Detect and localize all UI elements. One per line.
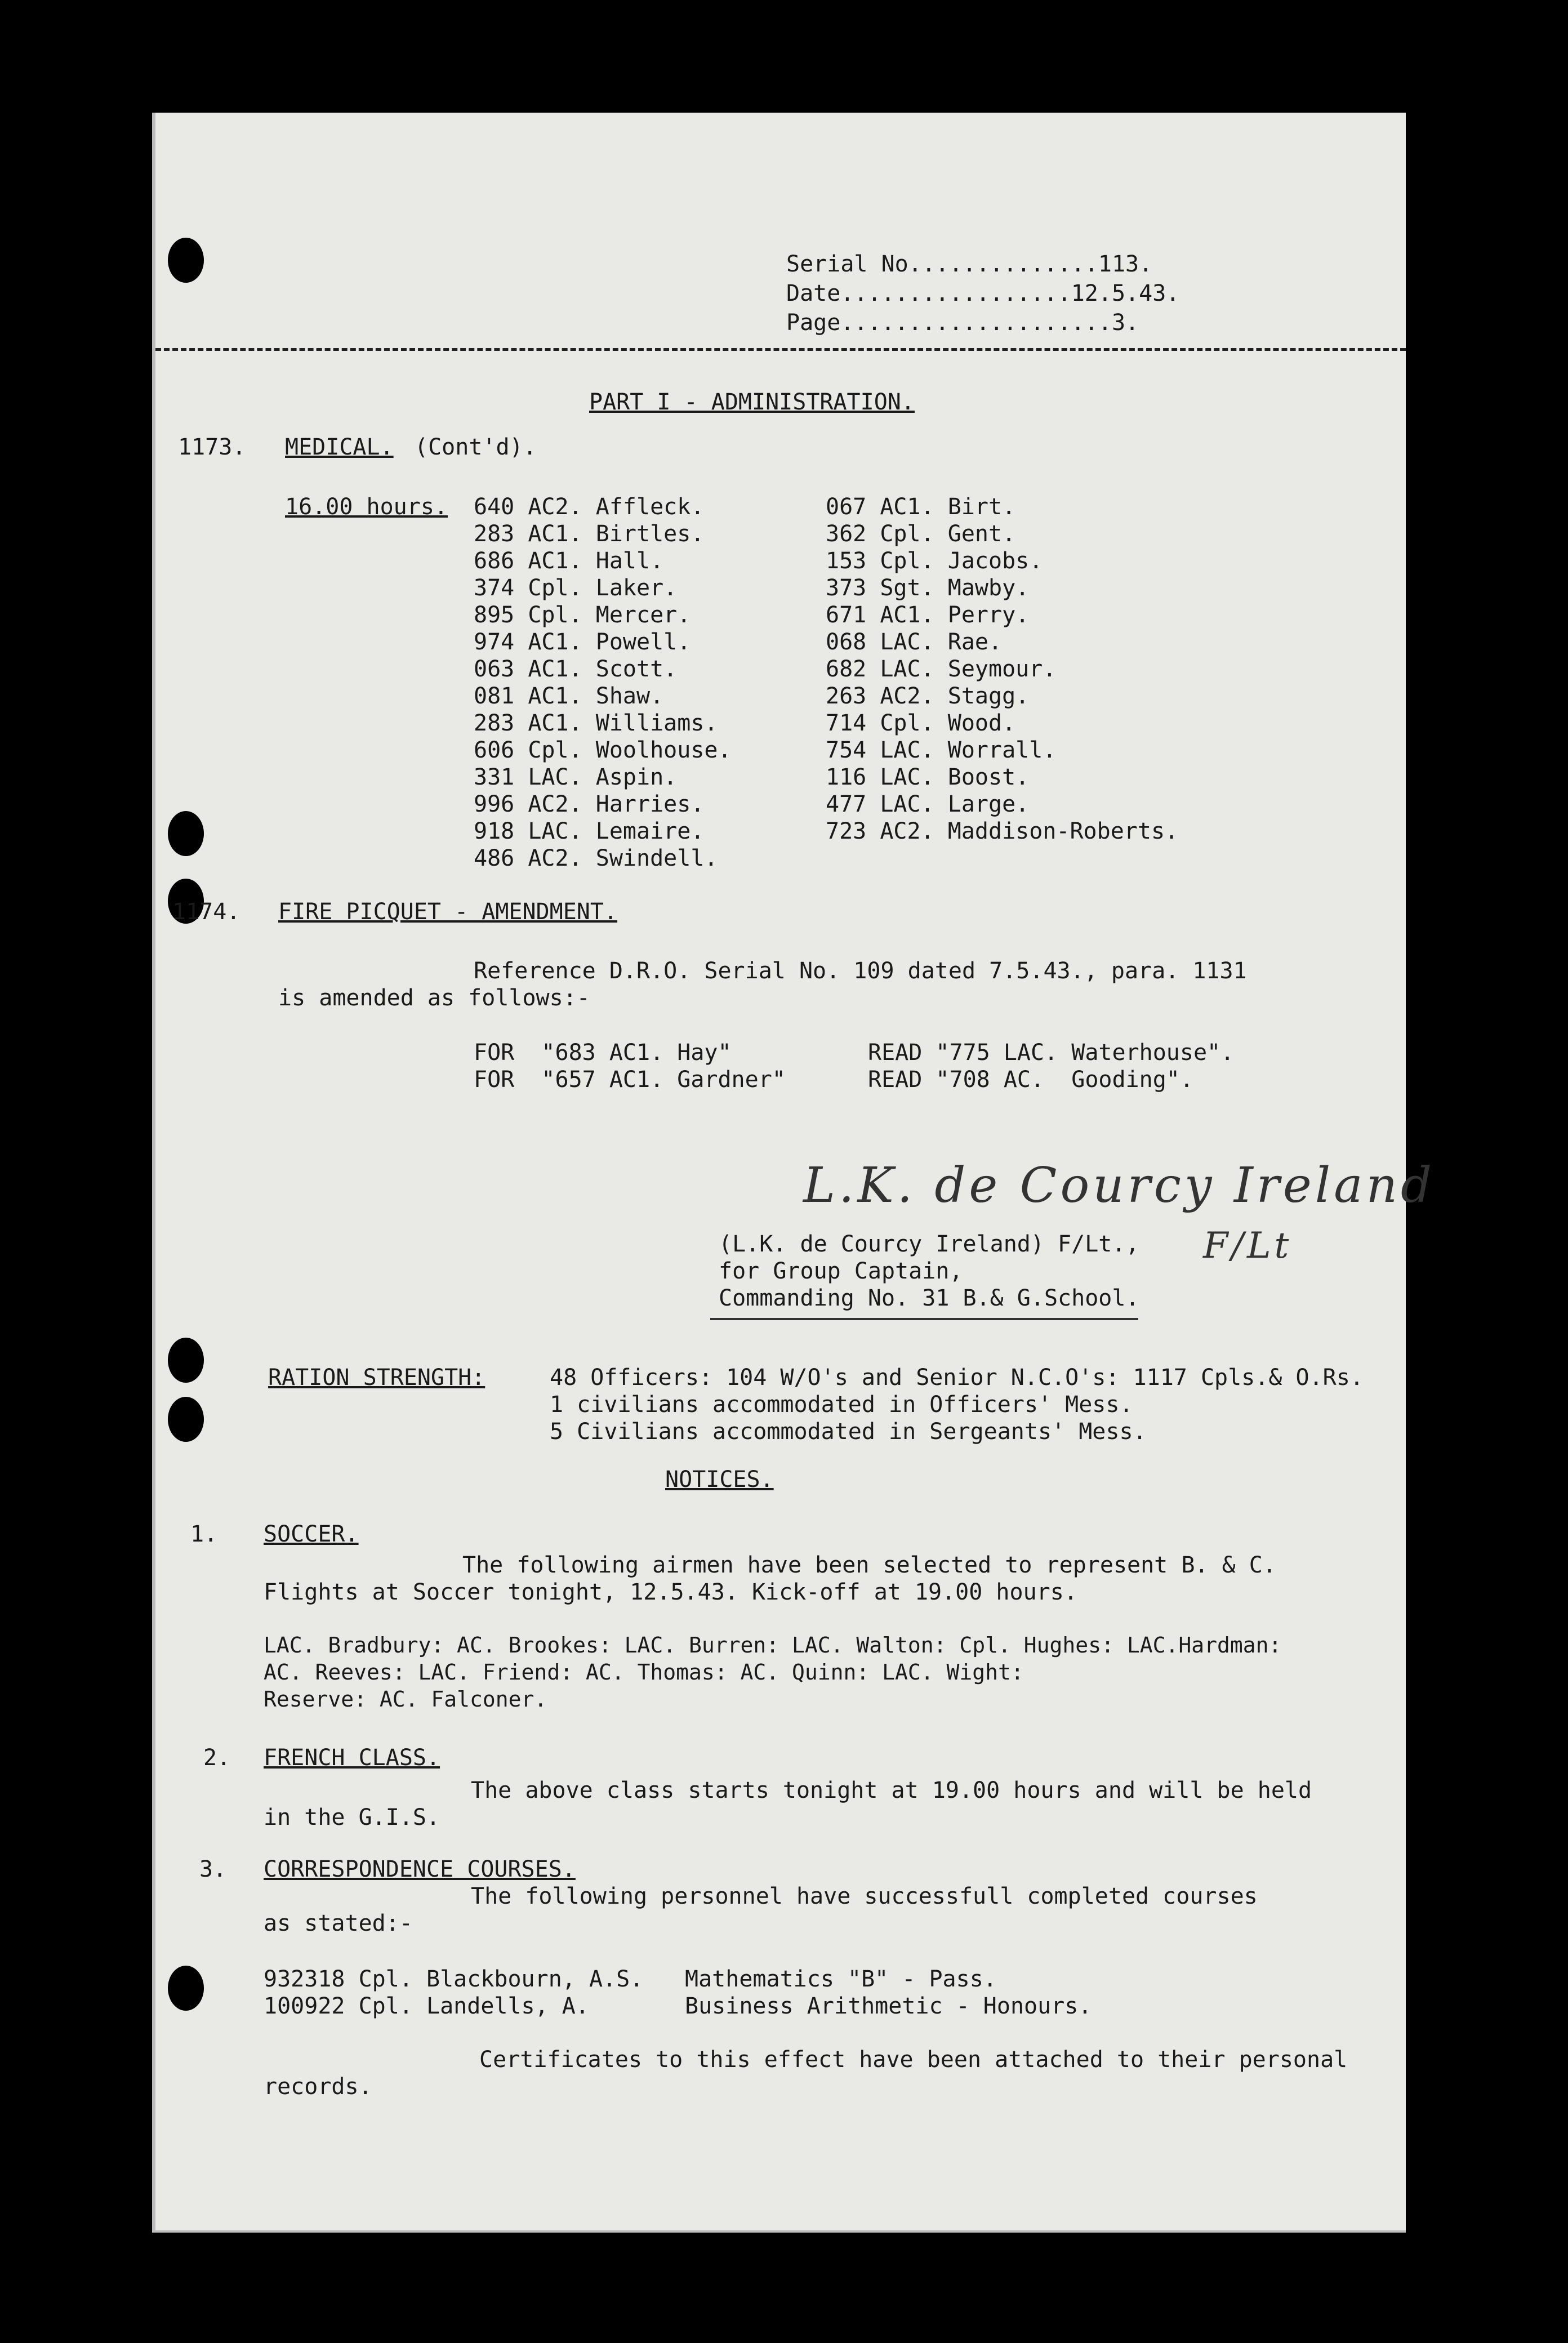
handwritten-signature: L.K. de Courcy Ireland (803, 1157, 1436, 1214)
list-item: 283 AC1. Williams. (474, 710, 718, 736)
french-heading: FRENCH CLASS. (264, 1745, 440, 1771)
serial-number: Serial No..............113. (786, 251, 1153, 277)
list-item: 606 Cpl. Woolhouse. (474, 737, 732, 763)
soccer-team-line1: LAC. Bradbury: AC. Brookes: LAC. Burren: LAC. Walton: Cpl. Hughes: LAC.Hardman: (264, 1633, 1282, 1658)
ration-line2: 1 civilians accommodated in Officers' Mess. (550, 1392, 1133, 1418)
soccer-heading: SOCCER. (264, 1521, 359, 1547)
list-item: 754 LAC. Worrall. (826, 737, 1057, 763)
document-date: Date.................12.5.43. (786, 280, 1180, 306)
correspondence-heading: CORRESPONDENCE COURSES. (264, 1856, 576, 1882)
list-item: 682 LAC. Seymour. (826, 656, 1057, 682)
fire-picquet-heading: FIRE PICQUET - AMENDMENT. (278, 899, 618, 925)
course-person-2: 100922 Cpl. Landells, A. (264, 1993, 589, 2019)
item-number-1174: 1174. (172, 899, 240, 925)
notice-number-1: 1. (190, 1521, 218, 1547)
correspondence-line1: The following personnel have successfull completed courses (471, 1883, 1258, 1909)
list-item: 081 AC1. Shaw. (474, 683, 664, 709)
list-item: 895 Cpl. Mercer. (474, 602, 691, 628)
list-item: 486 AC2. Swindell. (474, 845, 718, 871)
medical-time: 16.00 hours. (285, 494, 448, 520)
course-result-1: Mathematics "B" - Pass. (685, 1966, 997, 1992)
part-title: PART I - ADMINISTRATION. (589, 389, 915, 415)
medical-heading: MEDICAL. (285, 434, 394, 460)
soccer-reserve: Reserve: AC. Falconer. (264, 1687, 547, 1712)
notice-number-3: 3. (199, 1856, 227, 1882)
list-item: 373 Sgt. Mawby. (826, 575, 1030, 601)
punch-hole (168, 1338, 204, 1383)
list-item: 686 AC1. Hall. (474, 548, 664, 574)
list-item: 477 LAC. Large. (826, 791, 1030, 817)
list-item: 996 AC2. Harries. (474, 791, 705, 817)
amendment-for-2: FOR "657 AC1. Gardner" (474, 1067, 786, 1093)
signatory-commanding: Commanding No. 31 B.& G.School. (719, 1285, 1139, 1311)
item-number-1173: 1173. (178, 434, 246, 460)
ration-strength-label: RATION STRENGTH: (268, 1365, 485, 1391)
list-item: 974 AC1. Powell. (474, 629, 691, 655)
list-item: 331 LAC. Aspin. (474, 764, 678, 790)
list-item: 116 LAC. Boost. (826, 764, 1030, 790)
document-sheet (152, 113, 1436, 2233)
punch-hole (168, 238, 204, 283)
punch-hole (168, 1397, 204, 1442)
signatory-name: (L.K. de Courcy Ireland) F/Lt., (719, 1231, 1139, 1257)
signatory-for: for Group Captain, (719, 1258, 963, 1284)
amendment-read-1: READ "775 LAC. Waterhouse". (868, 1040, 1235, 1066)
ration-line1: 48 Officers: 104 W/O's and Senior N.C.O's: 1117 Cpls.& O.Rs. (550, 1365, 1364, 1391)
medical-list-left (474, 493, 732, 872)
notice-number-2: 2. (203, 1745, 231, 1771)
list-item: 918 LAC. Lemaire. (474, 818, 705, 844)
list-item: 362 Cpl. Gent. (826, 521, 1016, 547)
list-item: 374 Cpl. Laker. (474, 575, 678, 601)
correspondence-line2: as stated:- (264, 1910, 413, 1936)
soccer-team-line2: AC. Reeves: LAC. Friend: AC. Thomas: AC. Quinn: LAC. Wight: (264, 1660, 1024, 1685)
soccer-line1: The following airmen have been selected to represent B. & C. (462, 1552, 1276, 1578)
header-divider (155, 348, 1406, 351)
soccer-line2: Flights at Soccer tonight, 12.5.43. Kick-off at 19.00 hours. (264, 1579, 1077, 1605)
ration-line3: 5 Civilians accommodated in Sergeants' Mess. (550, 1419, 1147, 1445)
punch-hole (168, 1966, 204, 2011)
notices-title: NOTICES. (665, 1467, 774, 1493)
amendment-read-2: READ "708 AC. Gooding". (868, 1067, 1193, 1093)
punch-hole (168, 811, 204, 856)
correspondence-line3: Certificates to this effect have been attached to their personal (479, 2047, 1348, 2073)
list-item: 283 AC1. Birtles. (474, 521, 705, 547)
correspondence-line4: records. (264, 2074, 372, 2100)
medical-list-right (826, 493, 1178, 845)
list-item: 714 Cpl. Wood. (826, 710, 1016, 736)
list-item: 640 AC2. Affleck. (474, 494, 705, 520)
fire-picquet-line2: is amended as follows:- (278, 985, 590, 1011)
fire-picquet-line1: Reference D.R.O. Serial No. 109 dated 7.5.43., para. 1131 (474, 958, 1247, 984)
course-person-1: 932318 Cpl. Blackbourn, A.S. (264, 1966, 644, 1992)
amendment-for-1: FOR "683 AC1. Hay" (474, 1040, 732, 1066)
list-item: 723 AC2. Maddison-Roberts. (826, 818, 1179, 844)
signature-rule (710, 1318, 1138, 1320)
list-item: 067 AC1. Birt. (826, 494, 1016, 520)
list-item: 068 LAC. Rae. (826, 629, 1003, 655)
course-result-2: Business Arithmetic - Honours. (685, 1993, 1092, 2019)
list-item: 263 AC2. Stagg. (826, 683, 1030, 709)
handwritten-rank: F/Lt (1203, 1225, 1293, 1267)
french-line1: The above class starts tonight at 19.00 hours and will be held (471, 1778, 1312, 1803)
list-item: 153 Cpl. Jacobs. (826, 548, 1043, 574)
list-item: 063 AC1. Scott. (474, 656, 678, 682)
medical-contd: (Cont'd). (415, 434, 537, 460)
french-line2: in the G.I.S. (264, 1805, 440, 1830)
page-number: Page....................3. (786, 310, 1139, 336)
list-item: 671 AC1. Perry. (826, 602, 1030, 628)
